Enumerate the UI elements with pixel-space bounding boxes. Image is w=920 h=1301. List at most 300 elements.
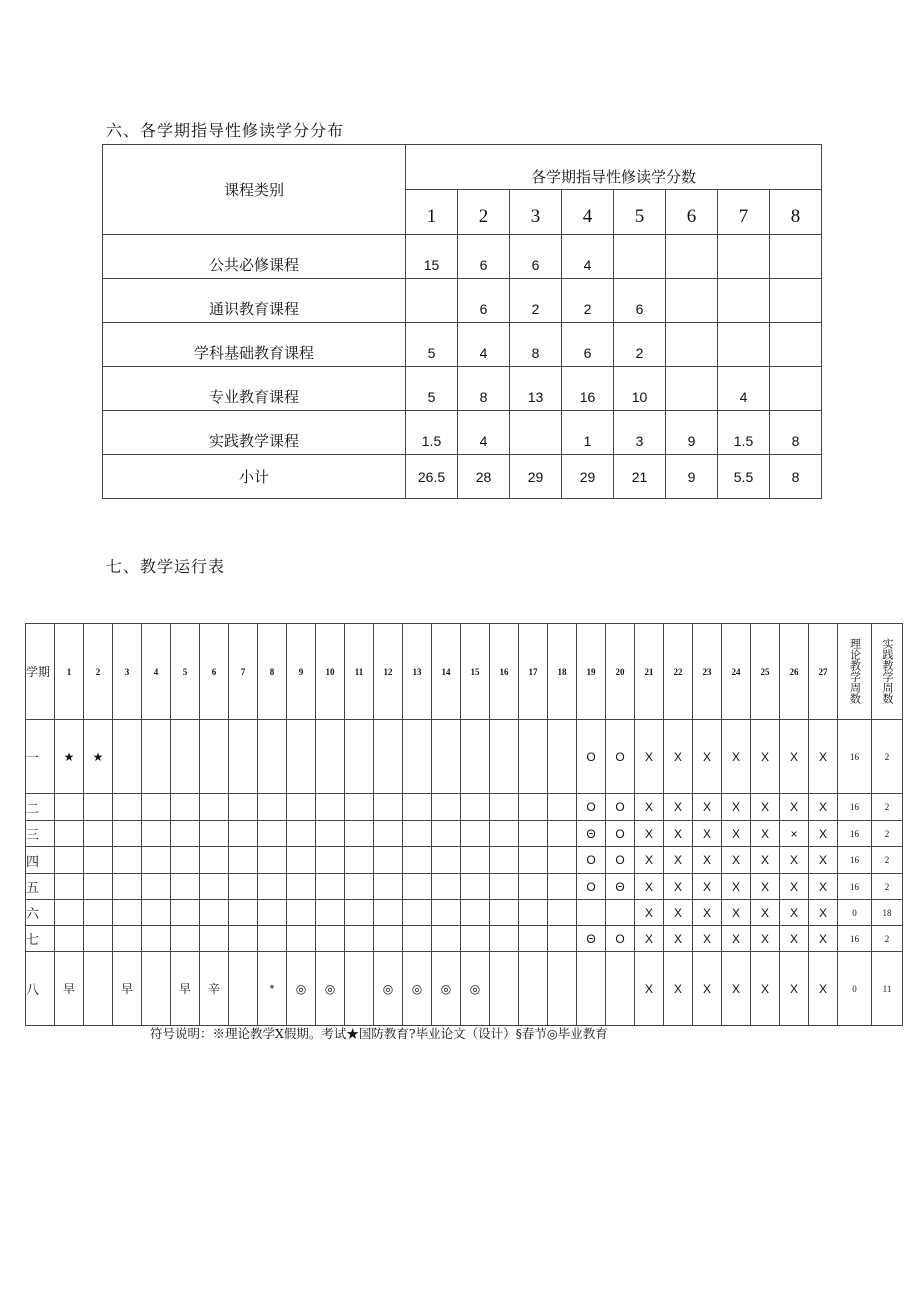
credit-value: 2 [614, 323, 666, 367]
week-number: 27 [809, 624, 838, 720]
week-cell: X [635, 874, 664, 900]
week-cell: X [751, 794, 780, 821]
week-cell [374, 874, 403, 900]
subtotal-value: 28 [458, 455, 510, 499]
week-cell: X [664, 952, 693, 1026]
week-cell [84, 874, 113, 900]
week-cell [316, 926, 345, 952]
week-cell: Θ [577, 926, 606, 952]
week-cell [403, 900, 432, 926]
week-cell: X [635, 926, 664, 952]
credit-value: 10 [614, 367, 666, 411]
credit-value [770, 235, 822, 279]
week-cell [461, 847, 490, 874]
week-cell [490, 874, 519, 900]
credit-value: 6 [510, 235, 562, 279]
week-cell [374, 821, 403, 847]
credit-value: 4 [458, 411, 510, 455]
credit-value: 15 [406, 235, 458, 279]
semester-number: 2 [458, 190, 510, 235]
credit-value: 2 [510, 279, 562, 323]
week-cell [316, 847, 345, 874]
week-cell: X [809, 847, 838, 874]
week-cell [258, 874, 287, 900]
subtotal-value: 9 [666, 455, 718, 499]
category-header: 课程类别 [103, 145, 406, 235]
week-cell [519, 821, 548, 847]
week-cell: X [664, 900, 693, 926]
semester-number: 8 [770, 190, 822, 235]
credit-value: 1 [562, 411, 614, 455]
credit-value: 8 [510, 323, 562, 367]
semester-number: 7 [718, 190, 770, 235]
practice-weeks-value: 11 [872, 952, 903, 1026]
week-cell: X [722, 794, 751, 821]
week-cell [258, 720, 287, 794]
week-cell [258, 794, 287, 821]
week-cell [55, 900, 84, 926]
week-cell [200, 720, 229, 794]
week-cell [548, 900, 577, 926]
week-cell [606, 900, 635, 926]
practice-weeks-header [872, 624, 903, 720]
week-cell: X [693, 926, 722, 952]
week-cell: 早 [171, 952, 200, 1026]
week-cell [519, 926, 548, 952]
credit-value [770, 279, 822, 323]
week-cell [316, 874, 345, 900]
week-cell: Θ [577, 821, 606, 847]
week-cell [316, 720, 345, 794]
week-cell [229, 720, 258, 794]
week-cell [142, 952, 171, 1026]
week-cell [229, 926, 258, 952]
week-number: 17 [519, 624, 548, 720]
week-cell [229, 952, 258, 1026]
week-cell [519, 952, 548, 1026]
week-cell [345, 952, 374, 1026]
week-cell [200, 847, 229, 874]
week-cell [519, 720, 548, 794]
week-number: 21 [635, 624, 664, 720]
week-cell [548, 874, 577, 900]
week-cell [461, 821, 490, 847]
course-category: 专业教育课程 [103, 367, 406, 411]
week-cell [490, 952, 519, 1026]
credit-value: 4 [458, 323, 510, 367]
credit-value: 1.5 [718, 411, 770, 455]
week-cell: X [635, 847, 664, 874]
week-cell: X [809, 720, 838, 794]
week-cell [461, 874, 490, 900]
credit-value [614, 235, 666, 279]
week-number: 19 [577, 624, 606, 720]
week-cell [577, 952, 606, 1026]
week-cell [55, 821, 84, 847]
week-cell [432, 794, 461, 821]
week-cell [403, 794, 432, 821]
week-cell: X [664, 821, 693, 847]
week-cell [548, 952, 577, 1026]
week-number: 12 [374, 624, 403, 720]
week-cell: X [635, 821, 664, 847]
week-cell [519, 874, 548, 900]
week-cell [113, 900, 142, 926]
week-cell: O [606, 720, 635, 794]
credit-value: 6 [562, 323, 614, 367]
week-cell [142, 926, 171, 952]
week-cell [345, 926, 374, 952]
week-cell: X [664, 926, 693, 952]
week-cell [432, 720, 461, 794]
subtotal-value: 26.5 [406, 455, 458, 499]
week-number: 14 [432, 624, 461, 720]
week-cell [258, 847, 287, 874]
week-cell [490, 821, 519, 847]
theory-weeks-value: 16 [838, 847, 872, 874]
credit-value: 6 [458, 279, 510, 323]
schedule-row [26, 874, 903, 900]
term-label: 六 [26, 900, 55, 926]
week-number: 7 [229, 624, 258, 720]
term-label: 五 [26, 874, 55, 900]
week-cell: ★ [84, 720, 113, 794]
week-number: 25 [751, 624, 780, 720]
week-number: 9 [287, 624, 316, 720]
semester-number: 3 [510, 190, 562, 235]
week-cell [316, 794, 345, 821]
schedule-header-row [26, 624, 903, 720]
semester-number: 1 [406, 190, 458, 235]
week-cell [171, 926, 200, 952]
week-cell [345, 900, 374, 926]
course-category: 实践教学课程 [103, 411, 406, 455]
week-cell: X [780, 847, 809, 874]
term-label: 八 [26, 952, 55, 1026]
week-cell [229, 900, 258, 926]
week-cell: O [577, 794, 606, 821]
week-cell: X [693, 952, 722, 1026]
semester-group-header: 各学期指导性修读学分数 [406, 145, 822, 190]
week-cell [374, 847, 403, 874]
credit-value: 9 [666, 411, 718, 455]
practice-weeks-value: 2 [872, 874, 903, 900]
week-cell [84, 926, 113, 952]
week-number: 5 [171, 624, 200, 720]
theory-weeks-value: 16 [838, 926, 872, 952]
week-cell: X [693, 794, 722, 821]
week-cell [519, 794, 548, 821]
week-cell [171, 847, 200, 874]
week-cell: Θ [606, 874, 635, 900]
week-cell: O [606, 926, 635, 952]
theory-weeks-value: 16 [838, 821, 872, 847]
week-cell: X [635, 900, 664, 926]
week-cell [55, 847, 84, 874]
subtotal-value: 29 [510, 455, 562, 499]
week-cell: ◎ [403, 952, 432, 1026]
week-cell: X [751, 874, 780, 900]
theory-weeks-header [838, 624, 872, 720]
week-cell: X [722, 900, 751, 926]
week-cell: X [635, 952, 664, 1026]
week-number: 15 [461, 624, 490, 720]
week-cell: ◎ [287, 952, 316, 1026]
practice-weeks-value: 2 [872, 847, 903, 874]
week-cell [606, 952, 635, 1026]
week-cell [548, 720, 577, 794]
credit-value: 13 [510, 367, 562, 411]
subtotal-value: 8 [770, 455, 822, 499]
week-cell [548, 847, 577, 874]
week-cell: X [751, 720, 780, 794]
week-cell [432, 926, 461, 952]
week-cell [229, 847, 258, 874]
schedule-row [26, 900, 903, 926]
week-cell [403, 720, 432, 794]
week-cell [287, 926, 316, 952]
week-number: 4 [142, 624, 171, 720]
week-cell [287, 821, 316, 847]
credit-value [510, 411, 562, 455]
credit-value: 1.5 [406, 411, 458, 455]
week-cell [519, 847, 548, 874]
week-cell [374, 720, 403, 794]
week-number: 3 [113, 624, 142, 720]
week-cell: X [635, 794, 664, 821]
week-cell: X [664, 847, 693, 874]
credit-value [666, 235, 718, 279]
week-cell: X [722, 720, 751, 794]
week-cell [403, 926, 432, 952]
week-cell [374, 926, 403, 952]
week-cell: 早 [55, 952, 84, 1026]
week-cell [142, 847, 171, 874]
week-cell [432, 821, 461, 847]
week-cell [200, 926, 229, 952]
week-cell: X [693, 900, 722, 926]
week-cell: X [722, 821, 751, 847]
credit-value [770, 323, 822, 367]
subtotal-label: 小计 [103, 455, 406, 499]
week-cell [287, 720, 316, 794]
week-cell [374, 794, 403, 821]
credit-value: 5 [406, 367, 458, 411]
theory-weeks-label: 理论教学周数 [848, 637, 862, 704]
week-cell [229, 821, 258, 847]
week-cell [374, 900, 403, 926]
week-cell [432, 900, 461, 926]
week-number: 8 [258, 624, 287, 720]
week-cell [287, 874, 316, 900]
week-cell [55, 874, 84, 900]
week-cell: X [722, 874, 751, 900]
week-cell: X [722, 952, 751, 1026]
week-cell [345, 720, 374, 794]
week-cell [490, 794, 519, 821]
course-category: 学科基础教育课程 [103, 323, 406, 367]
week-cell [84, 847, 113, 874]
week-cell: X [751, 926, 780, 952]
week-cell [548, 794, 577, 821]
practice-weeks-value: 2 [872, 794, 903, 821]
week-cell [403, 821, 432, 847]
week-number: 11 [345, 624, 374, 720]
credit-value [718, 323, 770, 367]
subtotal-row [103, 455, 822, 499]
credit-row [103, 235, 822, 279]
semester-number: 4 [562, 190, 614, 235]
week-number: 13 [403, 624, 432, 720]
credit-row [103, 323, 822, 367]
week-cell: X [635, 720, 664, 794]
credit-value: 4 [562, 235, 614, 279]
week-cell [113, 794, 142, 821]
week-cell [345, 847, 374, 874]
term-label: 一 [26, 720, 55, 794]
week-number: 26 [780, 624, 809, 720]
week-cell [490, 720, 519, 794]
week-cell: X [693, 847, 722, 874]
week-cell: ◎ [432, 952, 461, 1026]
course-category: 公共必修课程 [103, 235, 406, 279]
week-number: 23 [693, 624, 722, 720]
week-cell: × [780, 821, 809, 847]
semester-number: 6 [666, 190, 718, 235]
week-cell [548, 926, 577, 952]
week-cell: X [780, 794, 809, 821]
term-label: 二 [26, 794, 55, 821]
week-number: 10 [316, 624, 345, 720]
week-cell [171, 720, 200, 794]
credit-value: 5 [406, 323, 458, 367]
subtotal-value: 21 [614, 455, 666, 499]
practice-weeks-value: 2 [872, 821, 903, 847]
credit-distribution-table [102, 144, 822, 499]
practice-weeks-value: 18 [872, 900, 903, 926]
week-cell: X [809, 900, 838, 926]
week-cell: X [664, 720, 693, 794]
week-cell [490, 847, 519, 874]
subtotal-value: 5.5 [718, 455, 770, 499]
week-cell: 辛 [200, 952, 229, 1026]
week-cell: O [577, 847, 606, 874]
week-cell: X [693, 720, 722, 794]
week-cell [171, 794, 200, 821]
week-cell [84, 900, 113, 926]
credit-value: 6 [458, 235, 510, 279]
week-cell [229, 794, 258, 821]
week-cell [519, 900, 548, 926]
section-seven-heading: 七、教学运行表 [106, 557, 226, 576]
week-cell: X [780, 900, 809, 926]
credit-row [103, 367, 822, 411]
credit-value: 4 [718, 367, 770, 411]
practice-weeks-value: 2 [872, 926, 903, 952]
week-cell: ★ [55, 720, 84, 794]
credit-value [666, 367, 718, 411]
week-cell [461, 926, 490, 952]
week-cell: X [693, 874, 722, 900]
week-cell: X [722, 847, 751, 874]
week-cell [490, 900, 519, 926]
schedule-row [26, 847, 903, 874]
week-cell: 早 [113, 952, 142, 1026]
section-six-heading: 六、各学期指导性修读学分分布 [106, 121, 345, 140]
week-number: 16 [490, 624, 519, 720]
week-cell: X [751, 821, 780, 847]
week-cell [316, 900, 345, 926]
week-cell [142, 794, 171, 821]
week-cell [142, 821, 171, 847]
schedule-row [26, 720, 903, 794]
credit-value [666, 279, 718, 323]
week-cell: O [606, 821, 635, 847]
week-cell [142, 900, 171, 926]
week-cell: O [606, 847, 635, 874]
semester-number: 5 [614, 190, 666, 235]
schedule-row [26, 952, 903, 1026]
schedule-row [26, 821, 903, 847]
credit-row [103, 411, 822, 455]
week-cell: X [780, 952, 809, 1026]
week-number: 22 [664, 624, 693, 720]
week-number: 6 [200, 624, 229, 720]
week-cell [171, 900, 200, 926]
week-cell: X [751, 952, 780, 1026]
week-cell: X [780, 874, 809, 900]
week-cell [432, 874, 461, 900]
week-cell [113, 874, 142, 900]
teaching-schedule-table [25, 623, 903, 1026]
week-cell [403, 847, 432, 874]
credit-value: 16 [562, 367, 614, 411]
week-number: 18 [548, 624, 577, 720]
week-cell: X [809, 821, 838, 847]
week-number: 24 [722, 624, 751, 720]
term-label: 七 [26, 926, 55, 952]
week-cell [200, 900, 229, 926]
credit-value [666, 323, 718, 367]
credit-value [718, 279, 770, 323]
week-cell [287, 900, 316, 926]
term-label: 三 [26, 821, 55, 847]
week-cell [287, 794, 316, 821]
week-cell [142, 874, 171, 900]
week-cell: X [809, 952, 838, 1026]
week-cell [258, 926, 287, 952]
theory-weeks-value: 0 [838, 952, 872, 1026]
theory-weeks-value: 16 [838, 794, 872, 821]
week-cell [577, 900, 606, 926]
week-cell: ◎ [316, 952, 345, 1026]
week-cell [84, 794, 113, 821]
week-cell [55, 794, 84, 821]
week-number: 20 [606, 624, 635, 720]
week-cell [113, 926, 142, 952]
week-cell [258, 821, 287, 847]
week-cell [200, 821, 229, 847]
week-cell [461, 794, 490, 821]
week-cell: O [577, 720, 606, 794]
theory-weeks-value: 16 [838, 720, 872, 794]
week-cell: X [780, 720, 809, 794]
week-cell [548, 821, 577, 847]
credit-value [406, 279, 458, 323]
week-cell: ◎ [461, 952, 490, 1026]
week-cell [345, 874, 374, 900]
week-cell: X [809, 874, 838, 900]
